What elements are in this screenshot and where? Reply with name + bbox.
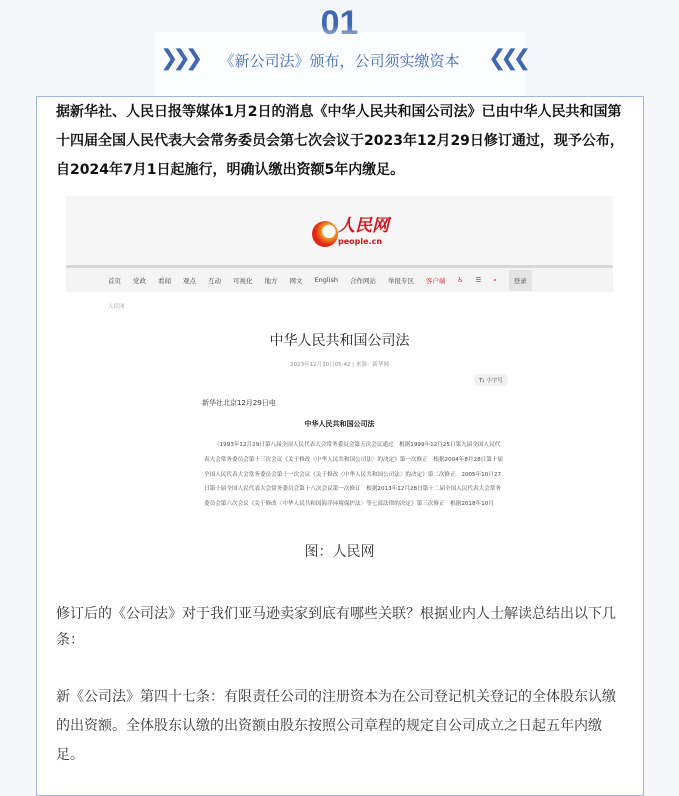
nav-item[interactable]: 网文: [289, 276, 303, 285]
image-caption: 图：人民网: [304, 544, 375, 560]
article-title: 中华人民共和国公司法: [269, 333, 410, 349]
people-logo: [312, 218, 389, 250]
accessibility-icon[interactable]: ♿: [457, 276, 464, 284]
nav-item[interactable]: 举报专区: [387, 276, 414, 285]
article-screenshot: [66, 196, 613, 530]
menu-icon[interactable]: ☰: [475, 276, 482, 284]
paragraph-2: 新《公司法》第四十七条：有限责任公司的注册资本为在公司登记机关登记的全体股东认缴的出资额。全体股东认缴的出资额由股东按照公司章程的规定自公司成立之日起五年内缴足。: [56, 689, 616, 763]
search-icon[interactable]: ⌕: [493, 275, 497, 284]
breadcrumb[interactable]: 人民网: [108, 304, 125, 310]
chevrons-right-icon: ❯❯❯: [160, 46, 198, 71]
nav-item[interactable]: 互动: [208, 276, 221, 285]
article-meta: 2023年12月30日05:42 | 来源：新华网: [290, 362, 389, 368]
logo-text: 人民网: [338, 216, 389, 236]
chevrons-left-icon: ❮❮❮: [488, 46, 526, 71]
dateline: 新华社北京12月29日电: [202, 399, 276, 407]
nav-item[interactable]: English: [314, 276, 338, 284]
nav-item[interactable]: 可视化: [233, 276, 253, 285]
paragraph-1: 修订后的《公司法》对于我们亚马逊卖家到底有哪些关联？根据业内人士解读总结出以下几条：: [56, 606, 616, 648]
law-heading: 中华人民共和国公司法: [304, 420, 375, 428]
login-button[interactable]: 登录: [509, 270, 532, 291]
nav-item[interactable]: 首页: [108, 276, 121, 285]
app-badge[interactable]: 客户端: [425, 276, 446, 285]
logo-url: people.cn: [338, 237, 383, 246]
font-size-button[interactable]: T₁ 小字号: [474, 374, 508, 386]
intro-paragraph: 据新华社、人民日报等媒体1月2日的消息《中华人民共和国公司法》已由中华人民共和国第十四届全国人民代表大会常务委员会第七次会议于2023年12月29日修订通过，现予公布，自2024年7月1日起施行，明确认缴出资额5年内缴足。: [56, 104, 624, 178]
logo-icon: [312, 221, 338, 247]
site-header: [66, 196, 613, 268]
nav-item[interactable]: 观点: [183, 276, 196, 285]
section-number: 01: [0, 4, 679, 43]
nav-item[interactable]: 合作网站: [349, 276, 376, 285]
nav-item[interactable]: 地方: [264, 276, 278, 285]
nav-item[interactable]: 看闻: [158, 276, 171, 285]
section-title: 《新公司法》颁布，公司须实缴资本: [219, 52, 460, 70]
site-nav: [66, 268, 613, 292]
law-body: （1993年12月29日第八届全国人民代表大会常务委员会第五次会议通过 根据1999年12月25日第九届全国人民代表大会常务委员会第十三次会议《关于修改〈中华人民共和国公司法〉的决定》第一次修正 根据2004年8月28日第十届全国人民代表大会常务委员会第十一次会议《关于修改〈中华人民共和国公司法〉的决定》第二次修正 2005年10月27日第十届全国人民代表大会常务委员会第十八次会议第一次修订 根据2013年12月28日第十二届全国人民代表大会常务委员会第六次会议《关于修改〈中华人民共和国海洋环境保护法〉等七部法律的决定》第三次修正 根据2018年10月: [204, 442, 504, 508]
nav-item[interactable]: 党政: [133, 276, 146, 285]
